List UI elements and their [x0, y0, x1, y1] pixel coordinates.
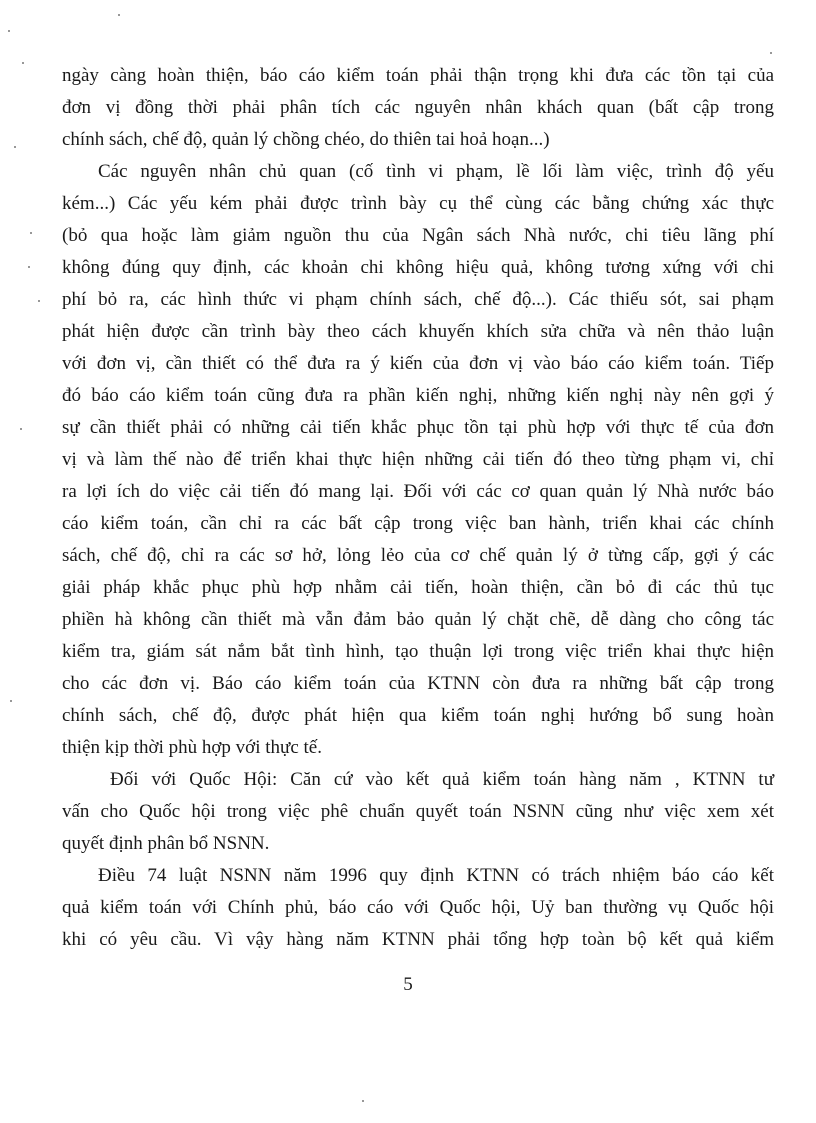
text-line: đơn vị đồng thời phải phân tích các nguyên nhân khách quan (bất cập trong — [62, 97, 774, 118]
scan-speck — [22, 62, 24, 64]
text-line: với đơn vị, cần thiết có thể đưa ra ý kiến của đơn vị vào báo cáo kiểm toán. Tiếp — [62, 353, 774, 374]
text-line: vị và làm thế nào để triển khai thực hiện những cải tiến đó theo từng phạm vi, chỉ — [62, 449, 774, 470]
text-line: chính sách, chế độ, được phát hiện qua kiểm toán nghị hướng bổ sung hoàn — [62, 705, 774, 726]
scan-speck — [20, 428, 22, 430]
text-line: (bỏ qua hoặc làm giảm nguồn thu của Ngân sách Nhà nước, chi tiêu lãng phí — [62, 225, 774, 246]
scan-speck — [118, 14, 120, 16]
scan-speck — [28, 266, 30, 268]
scan-speck — [38, 300, 40, 302]
text-line: chính sách, chế độ, quản lý chồng chéo, do thiên tai hoả hoạn...) — [62, 129, 550, 150]
text-line: khi có yêu cầu. Vì vậy hàng năm KTNN phải tổng hợp toàn bộ kết quả kiểm — [62, 929, 774, 950]
text-line: cáo kiểm toán, cần chỉ ra các bất cập trong việc ban hành, triển khai các chính — [62, 513, 774, 534]
text-line: giải pháp khắc phục phù hợp nhằm cải tiến, hoàn thiện, cần bỏ đi các thủ tục — [62, 577, 774, 598]
text-line: ngày càng hoàn thiện, báo cáo kiểm toán phải thận trọng khi đưa các tồn tại của — [62, 65, 774, 86]
text-line: đó báo cáo kiểm toán cũng đưa ra phần kiến nghị, những kiến nghị này nên gợi ý — [62, 385, 774, 406]
text-line: phát hiện được cần trình bày theo cách khuyến khích sửa chữa và nên thảo luận — [62, 321, 774, 342]
page-number: 5 — [403, 974, 413, 995]
text-line: quả kiểm toán với Chính phủ, báo cáo với Quốc hội, Uỷ ban thường vụ Quốc hội — [62, 897, 774, 918]
text-line: sự cần thiết phải có những cải tiến khắc phục tồn tại phù hợp với thực tế của đơn — [62, 417, 774, 438]
scan-speck — [10, 700, 12, 702]
text-line: cho các đơn vị. Báo cáo kiểm toán của KTNN còn đưa ra những bất cập trong — [62, 673, 774, 694]
text-line: phí bỏ ra, các hình thức vi phạm chính sách, chế độ...). Các thiếu sót, sai phạm — [62, 289, 774, 310]
text-line: Điều 74 luật NSNN năm 1996 quy định KTNN có trách nhiệm báo cáo kết — [98, 865, 774, 886]
text-line: quyết định phân bổ NSNN. — [62, 833, 270, 854]
text-line: ra lợi ích do việc cải tiến đó mang lại. Đối với các cơ quan quản lý Nhà nước báo — [62, 481, 774, 502]
scan-speck — [14, 146, 16, 148]
text-line: Đối với Quốc Hội: Căn cứ vào kết quả kiểm toán hàng năm , KTNN tư — [110, 769, 774, 790]
text-line: không đúng quy định, các khoản chi không hiệu quả, không tương xứng với chi — [62, 257, 774, 278]
scan-speck — [362, 1100, 364, 1102]
scan-speck — [30, 232, 32, 234]
scan-speck — [8, 30, 10, 32]
text-line: Các nguyên nhân chủ quan (cố tình vi phạm, lề lối làm việc, trình độ yếu — [98, 161, 774, 182]
text-line: kém...) Các yếu kém phải được trình bày cụ thể cùng các bằng chứng xác thực — [62, 193, 774, 214]
text-line: vấn cho Quốc hội trong việc phê chuẩn quyết toán NSNN cũng như việc xem xét — [62, 801, 774, 822]
text-line: sách, chế độ, chỉ ra các sơ hở, lỏng lẻo của cơ chế quản lý ở từng cấp, gợi ý các — [62, 545, 774, 566]
text-line: phiền hà không cần thiết mà vẫn đảm bảo quản lý chặt chẽ, dễ dàng cho công tác — [62, 609, 774, 630]
text-line: kiểm tra, giám sát nắm bắt tình hình, tạo thuận lợi trong việc triển khai thực hiện — [62, 641, 774, 662]
scan-speck — [770, 52, 772, 54]
text-line: thiện kịp thời phù hợp với thực tế. — [62, 737, 322, 758]
